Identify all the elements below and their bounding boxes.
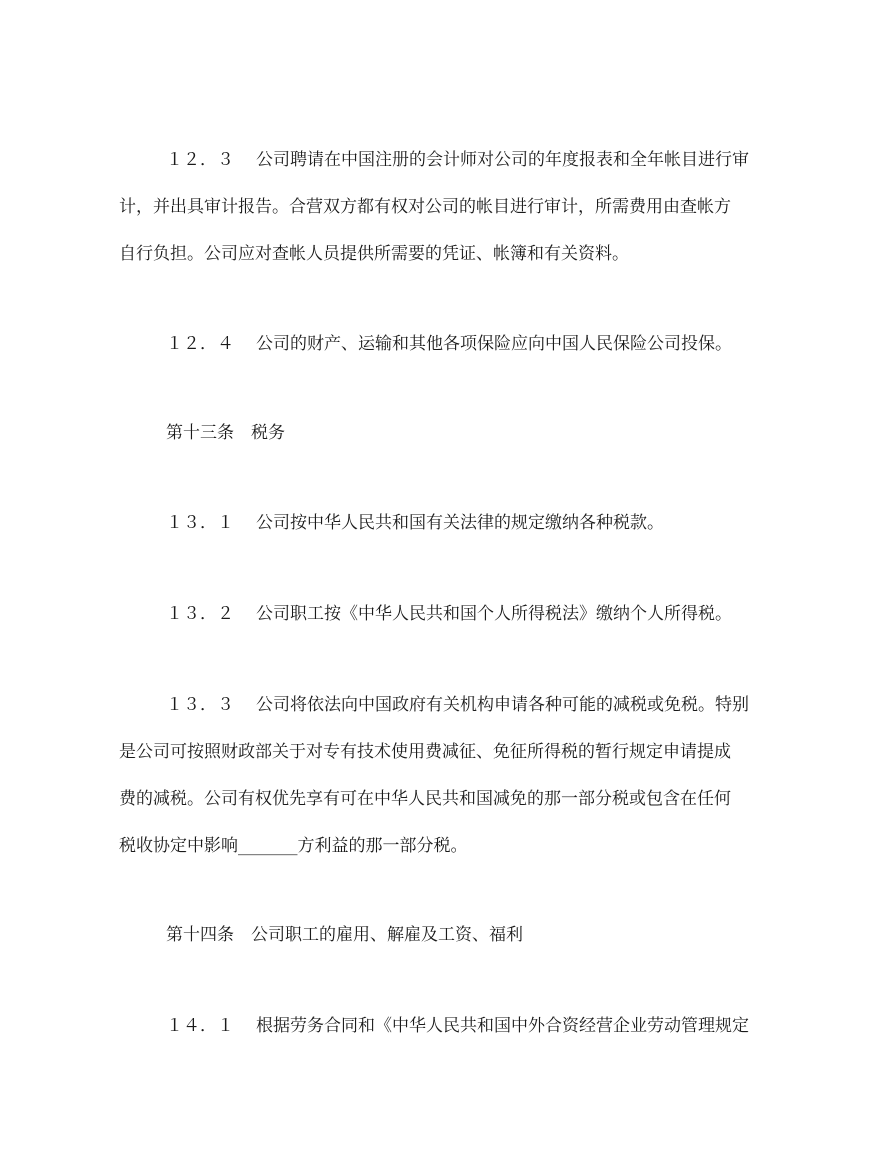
article-title: 税务: [251, 423, 285, 443]
paragraph-line: 公司职工按《中华人民共和国个人所得税法》缴纳个人所得税。: [256, 604, 732, 624]
article-title: 公司职工的雇用、解雇及工资、福利: [251, 925, 523, 945]
paragraph-13-1: [166, 500, 766, 547]
article-13-heading: [166, 410, 766, 457]
paragraph-line: 计，并出具审计报告。合营双方都有权对公司的帐目进行审计，所需费用由查帐方: [119, 197, 731, 217]
clause-number: １３．２: [166, 604, 234, 624]
paragraph-line: 自行负担。公司应对查帐人员提供所需要的凭证、帐簿和有关资料。: [119, 244, 629, 264]
paragraph-13-2: [166, 591, 766, 638]
paragraph-line: 是公司可按照财政部关于对专有技术使用费减征、免征所得税的暂行规定申请提成: [119, 742, 731, 762]
paragraph-12-4: [166, 321, 766, 368]
clause-number: １４．１: [166, 1016, 234, 1036]
paragraph-line: 根据劳务合同和《中华人民共和国中外合资经营企业劳动管理规定: [256, 1016, 749, 1036]
clause-number: １２．３: [166, 150, 234, 170]
clause-number: １３．１: [166, 513, 234, 533]
paragraph-14-1: [166, 1003, 766, 1050]
paragraph-line: 公司将依法向中国政府有关机构申请各种可能的减税或免税。特别: [256, 695, 749, 715]
paragraph-13-3: [119, 682, 766, 870]
article-14-heading: [166, 912, 766, 959]
article-number: 第十三条: [166, 423, 234, 443]
clause-number: １２．４: [166, 334, 234, 354]
paragraph-line: 公司的财产、运输和其他各项保险应向中国人民保险公司投保。: [256, 334, 732, 354]
article-number: 第十四条: [166, 925, 234, 945]
paragraph-line: 税收协定中影响_______方利益的那一部分税。: [119, 836, 468, 856]
paragraph-line: 费的减税。公司有权优先享有可在中华人民共和国减免的那一部分税或包含在任何: [119, 789, 731, 809]
paragraph-12-3: [119, 137, 766, 278]
clause-number: １３．３: [166, 695, 234, 715]
paragraph-line: 公司按中华人民共和国有关法律的规定缴纳各种税款。: [256, 513, 664, 533]
paragraph-line: 公司聘请在中国注册的会计师对公司的年度报表和全年帐目进行审: [256, 150, 749, 170]
